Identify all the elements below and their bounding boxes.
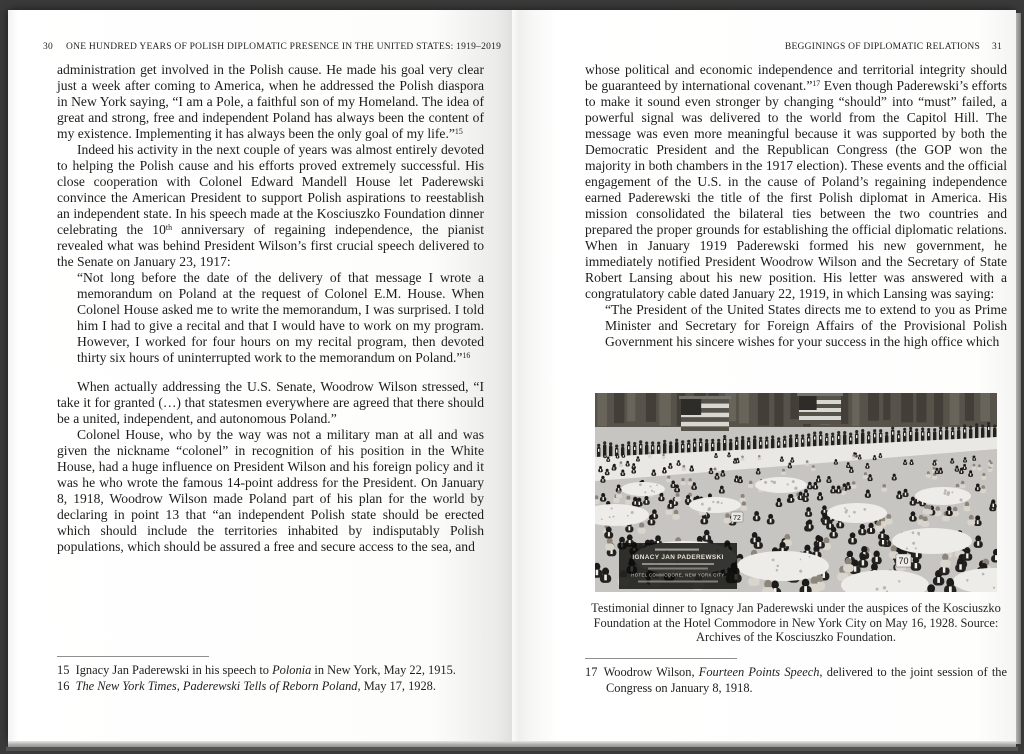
table-number-70: 70: [898, 556, 909, 566]
footnote-number: 16: [57, 679, 76, 693]
running-header-right: [530, 42, 1002, 52]
page-stack-right-edge: [1016, 13, 1021, 744]
footnote-number: 15: [57, 663, 76, 677]
page-number-left: 30: [43, 42, 53, 52]
photo-overlay-subtitle: HOTEL COMMODORE, NEW YORK CITY: [631, 572, 725, 578]
footnote-15: [57, 662, 484, 678]
footnote-reference: 17: [812, 79, 821, 89]
footnotes-left: [57, 656, 484, 694]
block-quote: [77, 270, 484, 366]
text-segment: Colonel House, who by the way was not a military man at all and was given the nickname “colonel” in recognition of his position in the White House, had a huge influence on President Wilson and his foreign policy and it was he who wrote the famous 14-point address for the President. On January 8, 1918, Woodrow Wilson made Poland part of his plan for the world by declaring in point 13 that “an independent Polish state should be erected which should include the territories inhabited by indisputably Polish populations, which should be assured a free and secure access to the sea, and: [57, 427, 484, 554]
text-segment: Ignacy Jan Paderewski in his speech to: [75, 663, 273, 677]
book-cover-bottom-edge: [6, 747, 1018, 751]
body-text-right: [585, 62, 1007, 350]
text-segment: Even though Paderewski’s efforts to make it sound even stronger by changing “should” into “must” failed, a powerful signal was delivered to the world from the Capitol Hill. The message was even more meaningful because it was supported by both the Democratic President and the Republican Congress (the GOP won the majority in both chambers in the 1917 election). These events and the official engagement of the U.S. in the cause of Poland’s regaining independence earned Paderewski the title of the first Polish diplomat in America. His mission consolidated the bilateral ties between the two countries and prepared the proper grounds for establishing the official diplomatic relations. When in January 1919 Paderewski formed his new government, he immediately notified President Woodrow Wilson and the Secretary of State Robert Lansing about his new position. His letter was answered with a congratulatory cable dated January 22, 1919, in which Lansing was saying:: [585, 78, 1007, 301]
footnote-reference: 15: [454, 127, 463, 137]
footnote-rule-right: [585, 658, 737, 659]
footnote-reference: th: [165, 223, 173, 233]
running-header-right-text: BEGGININGS OF DIPLOMATIC RELATIONS: [784, 42, 980, 52]
text-segment: whose political and economic independence and territorial integrity should be guaranteed by international covenant.”: [585, 62, 1007, 93]
text-segment: When actually addressing the U.S. Senate, Woodrow Wilson stressed, “I take it for granted (…) that statesmen everywhere are agreed that there should be a united, independent, and autonomous Poland.”: [57, 379, 484, 426]
block-quote: [605, 302, 1007, 350]
text-segment: Indeed his activity in the next couple of years was almost entirely devoted to helping the Polish cause and his efforts proved extremely successful. His close cooperation with Colonel Edward Mandell House let Paderewski convince the American President to support Polish aspirations to reestablish an independent state. In his speech made at the Kosciuszko Foundation dinner celebrating the 10: [57, 142, 484, 237]
footnote-16: [57, 678, 484, 694]
running-header-left-text: ONE HUNDRED YEARS OF POLISH DIPLOMATIC PRESENCE IN THE UNITED STATES: 1919–2019: [66, 42, 502, 52]
body-paragraph: [57, 379, 484, 427]
text-segment: Polonia: [272, 663, 312, 677]
table-number-72: 72: [733, 515, 741, 522]
text-segment: administration get involved in the Polish cause. He made his goal very clear just a week after coming to America, when he addressed the Polish diaspora in New York saying, “I am a Pole, a faithful son of my Homeland. The idea of great and strong, free and independent Poland has always been the content of my existence. Implementing it has always been the only goal of my life.”: [57, 62, 484, 141]
footnote-rule-left: [57, 656, 209, 657]
banquet-photo: [595, 393, 997, 592]
page-left: [8, 10, 512, 741]
footnotes-right: [585, 658, 1007, 696]
text-segment: , May 17, 1928.: [357, 679, 436, 693]
body-paragraph: [57, 427, 484, 555]
photo-overlay-text: [619, 543, 737, 589]
text-segment: Fourteen Points Speech: [698, 665, 820, 679]
page-number-right: 31: [992, 42, 1002, 52]
body-paragraph: [57, 62, 484, 142]
book-spread: [8, 10, 1016, 741]
body-text-left: [57, 62, 484, 555]
text-segment: , delivered to the joint session of the Congress on January 8, 1918.: [606, 665, 1007, 695]
footnote-reference: 16: [462, 351, 471, 361]
body-paragraph: [57, 142, 484, 270]
photo-overlay-title: IGNACY JAN PADEREWSKI: [632, 554, 724, 561]
photo-caption: Testimonial dinner to Ignacy Jan Paderewski under the auspices of the Kosciuszko Foundation at the Hotel Commodore in New York City on May 16, 1928. Source: Archives of the Kosciuszko Foundation.: [591, 601, 1001, 645]
body-paragraph: [585, 62, 1007, 302]
text-segment: “The President of the United States directs me to extend to you as Prime Minister and Secretary for Foreign Affairs of the Provisional Polish Government his sincere wishes for your success in the high office which: [605, 302, 1007, 349]
photo-figure: [585, 393, 1007, 645]
footnote-17: [585, 664, 1007, 696]
running-header-left: [43, 42, 502, 52]
page-right: [512, 10, 1016, 741]
text-segment: anniversary of regaining independence, the pianist revealed what was behind President Wilson’s first crucial speech delivered to the Senate on January 23, 1917:: [57, 222, 484, 269]
footnote-number: 17: [585, 665, 604, 679]
text-segment: “Not long before the date of the delivery of that message I wrote a memorandum on Poland at the request of Colonel E.M. House. When Colonel House asked me to write the memorandum, I was surprised. I told him I had to give a recital and that I would have to work on my program. However, I worked for four hours on my recital program, then devoted thirty six hours of uninterrupted work to the memorandum on Poland.”: [77, 270, 484, 365]
text-segment: in New York, May 22, 1915.: [311, 663, 456, 677]
text-segment: Woodrow Wilson,: [603, 665, 699, 679]
text-segment: The New York Times, Paderewski Tells of Reborn Poland: [75, 679, 358, 693]
